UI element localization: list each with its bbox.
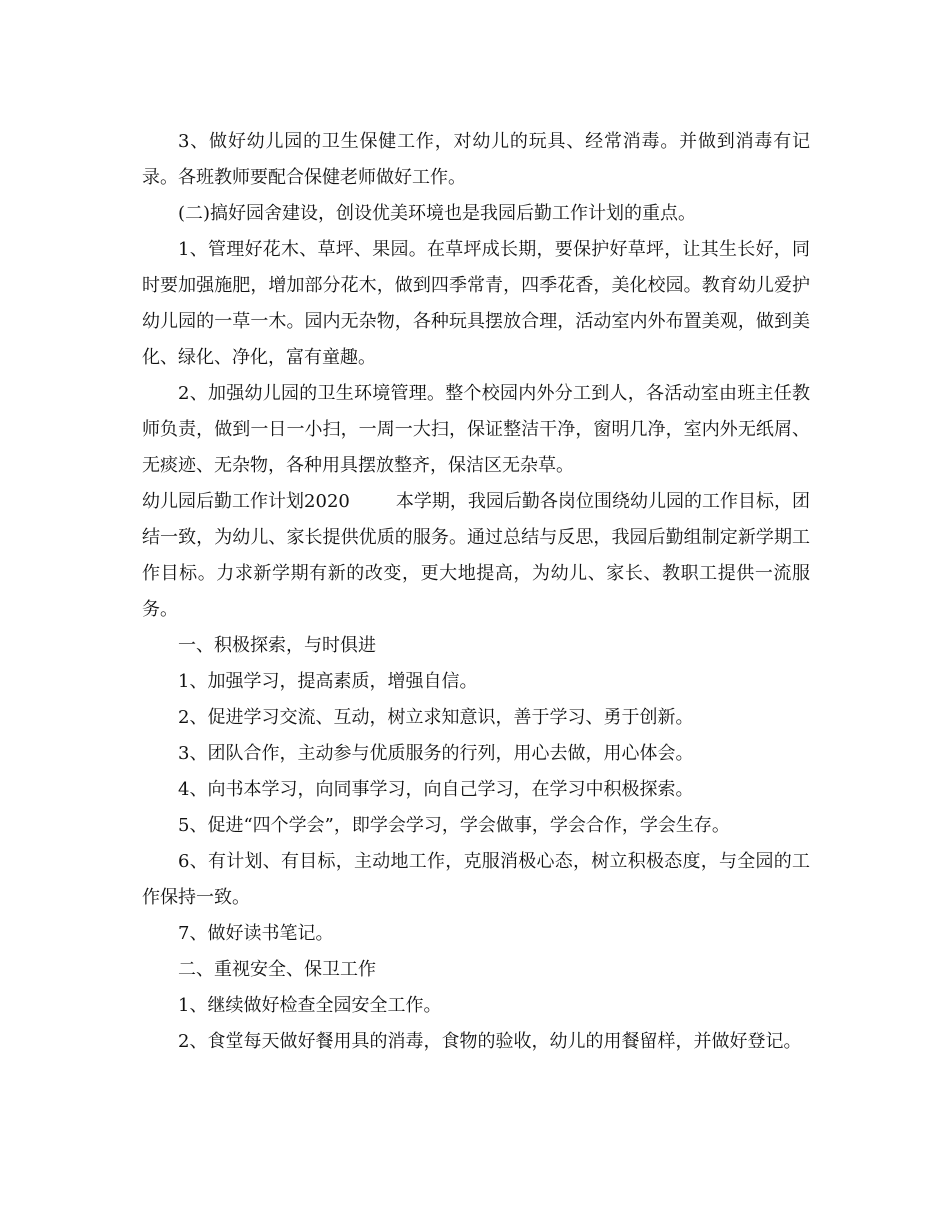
paragraph-plan-intro bbox=[142, 484, 810, 628]
section-title: 幼儿园后勤工作计划2020 bbox=[142, 491, 350, 512]
intro-text: 本学期，我园后勤各岗位围绕幼儿园的工作目标，团结一致，为幼儿、家长提供优质的服务。通过总结与反思，我园后勤组制定新学期工作目标。力求新学期有新的改变，更大地提高，为幼儿、家长、教职工提供一流服务。 bbox=[142, 491, 811, 620]
list-item: 1、继续做好检查全园安全工作。 bbox=[178, 995, 442, 1016]
paragraph-campus-construction: (二)搞好园舍建设，创设优美环境也是我园后勤工作计划的重点。 bbox=[178, 203, 697, 224]
document-body bbox=[142, 124, 810, 1060]
list-item: 7、做好读书笔记。 bbox=[178, 923, 334, 944]
list-item: 一、积极探索，与时俱进 bbox=[178, 635, 376, 656]
list-item: 2、促进学习交流、互动，树立求知意识，善于学习、勇于创新。 bbox=[178, 707, 694, 728]
list-item: 1、加强学习，提高素质，增强自信。 bbox=[178, 671, 478, 692]
list-item: 二、重视安全、保卫工作 bbox=[178, 959, 376, 980]
list-item: 3、团队合作，主动参与优质服务的行列，用心去做，用心体会。 bbox=[178, 743, 694, 764]
list-item: 2、食堂每天做好餐用具的消毒，食物的验收，幼儿的用餐留样，并做好登记。 bbox=[178, 1031, 802, 1052]
list-item: 4、向书本学习，向同事学习，向自己学习，在学习中积极探索。 bbox=[178, 779, 694, 800]
list-item: 5、促进“四个学会”，即学会学习，学会做事，学会合作，学会生存。 bbox=[178, 815, 730, 836]
paragraph-hygiene-care: 3、做好幼儿园的卫生保健工作，对幼儿的玩具、经常消毒。并做到消毒有记录。各班教师要配合保健老师做好工作。 bbox=[142, 131, 810, 188]
paragraph-sanitation-management: 2、加强幼儿园的卫生环境管理。整个校园内外分工到人，各活动室由班主任教师负责，做到一日一小扫，一周一大扫，保证整洁干净，窗明几净，室内外无纸屑、无痰迹、无杂物，各种用具摆放整齐，保洁区无杂草。 bbox=[142, 383, 810, 476]
list-item: 6、有计划、有目标，主动地工作，克服消极心态，树立积极态度，与全园的工作保持一致。 bbox=[142, 851, 810, 908]
paragraph-plants-lawn: 1、管理好花木、草坪、果园。在草坪成长期，要保护好草坪，让其生长好，同时要加强施肥，增加部分花木，做到四季常青，四季花香，美化校园。教育幼儿爱护幼儿园的一草一木。园内无杂物，各种玩具摆放合理，活动室内外布置美观，做到美化、绿化、净化，富有童趣。 bbox=[142, 239, 810, 368]
